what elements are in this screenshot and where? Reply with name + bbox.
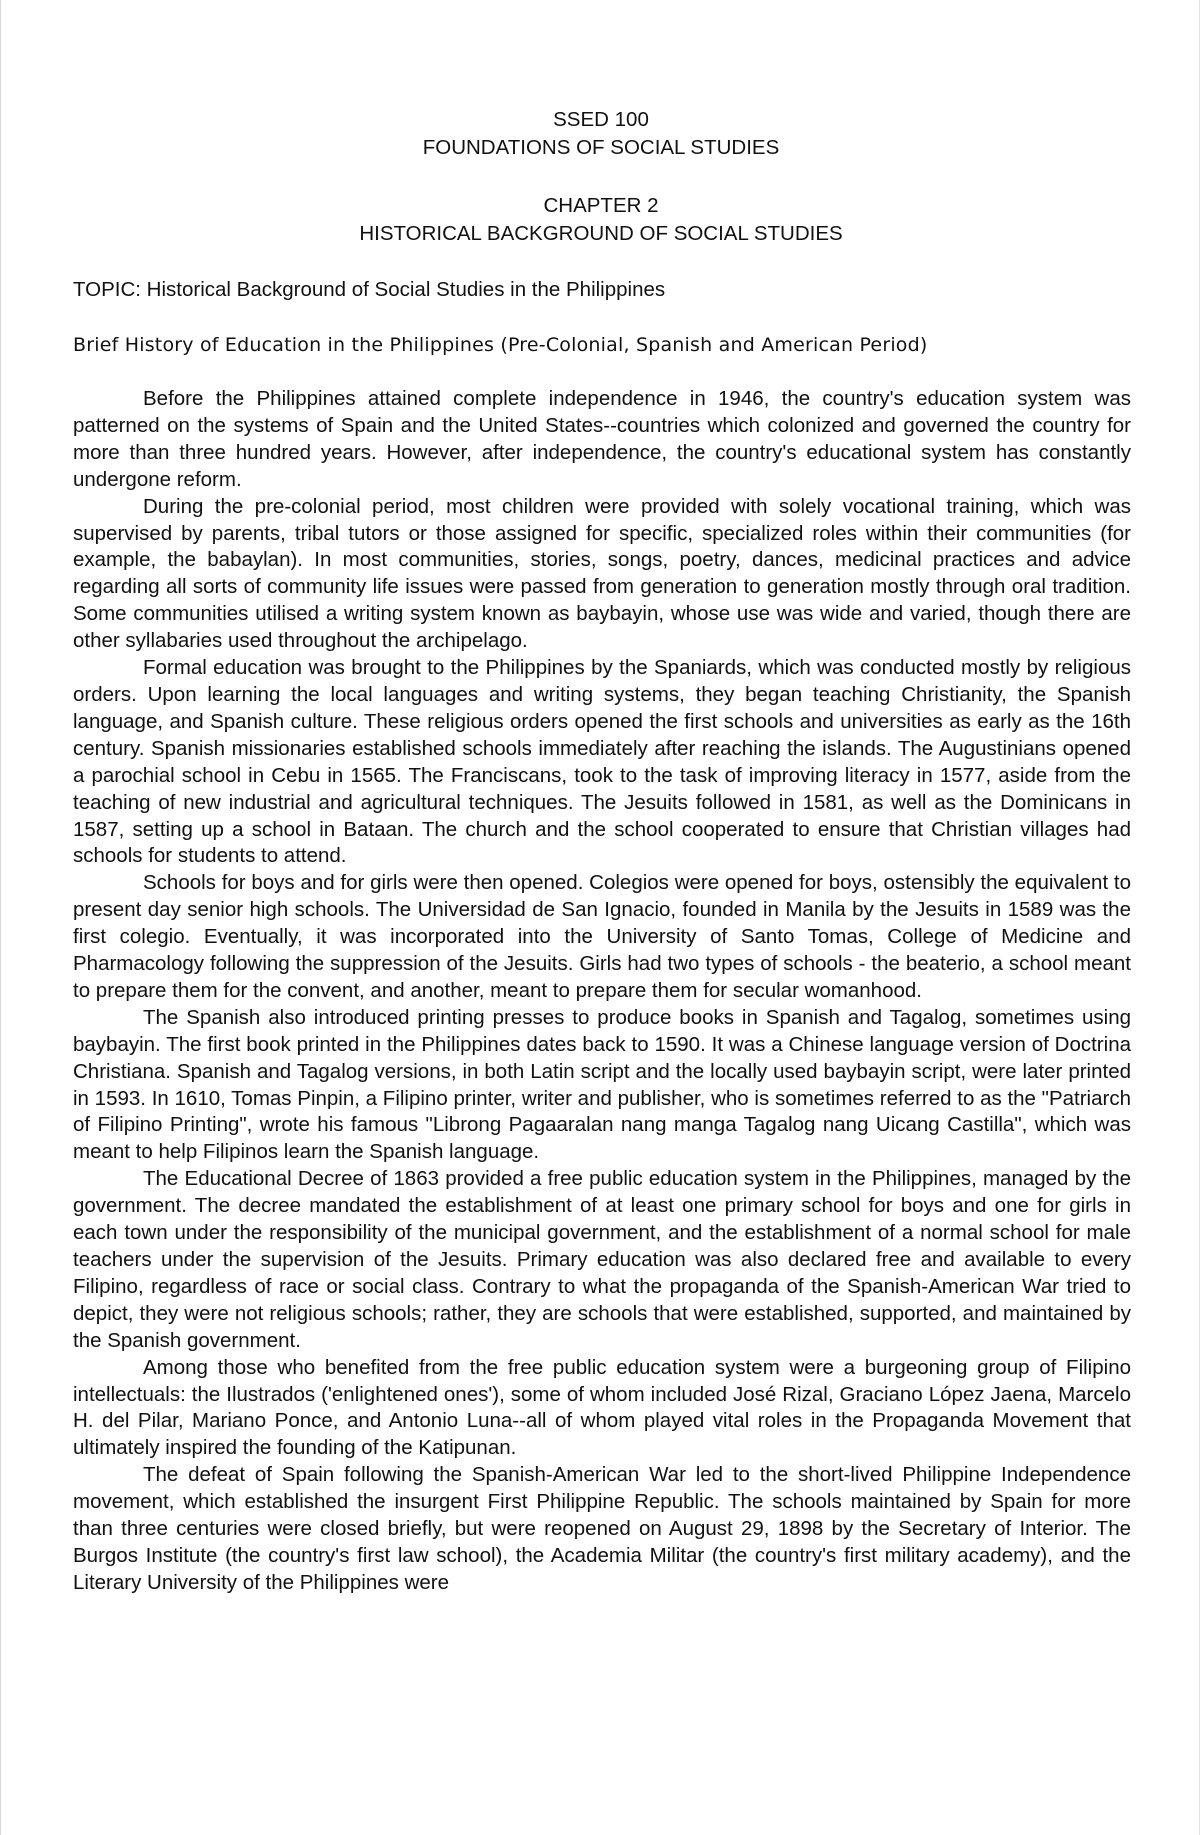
course-header bbox=[1, 106, 1200, 162]
paragraph-ilustrados: Among those who benefited from the free public education system were a burgeoning group of Filipino intellectuals: the Ilustrados ('enlightened ones'), some of whom included José Rizal, Graciano López Jaena, Marcelo H. del Pilar, Mariano Ponce, and Antonio Luna--all of whom played vital roles in the Propaganda Movement that ultimately inspired the founding of the Katipunan. bbox=[73, 1355, 1131, 1460]
paragraph-schools-boys-girls: Schools for boys and for girls were then opened. Colegios were opened for boys, ostensibly the equivalent to present day senior high schools. The Universidad de San Ignacio, founded in Manila by the Jesuits in 1589 was the first colegio. Eventually, it was incorporated into the University of Santo Tomas, College of Medicine and Pharmacology following the suppression of the Jesuits. Girls had two types of schools - the beaterio, a school meant to prepare them for the convent, and another, meant to prepare them for secular womanhood. bbox=[73, 871, 1131, 1002]
paragraph-defeat-of-spain: The defeat of Spain following the Spanish-American War led to the short-lived Philippine Independence movement, which established the insurgent First Philippine Republic. The schools maintained by Spain for more than three centuries were closed briefly, but were reopened on August 29, 1898 by the Secretary of Interior. The Burgos Institute (the country's first law school), the Academia Militar (the country's first military academy), and the Literary University of the Philippines were bbox=[73, 1463, 1131, 1594]
paragraph-pre-colonial: During the pre-colonial period, most children were provided with solely vocational training, which was supervised by parents, tribal tutors or those assigned for specific, specialized roles within their communities (for example, the babaylan). In most communities, stories, songs, poetry, dances, medicinal practices and advice regarding all sorts of community life issues were passed from generation to generation mostly through oral tradition. Some communities utilised a writing system known as baybayin, whose use was wide and varied, though there are other syllabaries used throughout the archipelago. bbox=[73, 494, 1131, 653]
body-text bbox=[73, 386, 1131, 1597]
paragraph-printing-presses: The Spanish also introduced printing presses to produce books in Spanish and Tagalog, sometimes using baybayin. The first book printed in the Philippines dates back to 1590. It was a Chinese language version of Doctrina Christiana. Spanish and Tagalog versions, in both Latin script and the locally used baybayin script, were later printed in 1593. In 1610, Tomas Pinpin, a Filipino printer, writer and publisher, who is sometimes referred to as the "Patriarch of Filipino Printing", wrote his famous "Librong Pagaaralan nang manga Tagalog nang Uicang Castilla", which was meant to help Filipinos learn the Spanish language. bbox=[73, 1005, 1131, 1164]
chapter-number: CHAPTER 2 bbox=[543, 194, 659, 217]
course-title: FOUNDATIONS OF SOCIAL STUDIES bbox=[422, 136, 780, 159]
paragraph-formal-education: Formal education was brought to the Philippines by the Spaniards, which was conducted mostly by religious orders. Upon learning the local languages and writing systems, they began teaching Christianity, the Spanish language, and Spanish culture. These religious orders opened the first schools and universities as early as the 16th century. Spanish missionaries established schools immediately after reaching the islands. The Augustinians opened a parochial school in Cebu in 1565. The Franciscans, took to the task of improving literacy in 1577, aside from the teaching of new industrial and agricultural techniques. The Jesuits followed in 1581, as well as the Dominicans in 1587, setting up a school in Bataan. The church and the school cooperated to ensure that Christian villages had schools for students to attend. bbox=[73, 656, 1131, 868]
paragraph-educational-decree: The Educational Decree of 1863 provided a free public education system in the Philippines, managed by the government. The decree mandated the establishment of at least one primary school for boys and one for girls in each town under the responsibility of the municipal government, and the establishment of a normal school for male teachers under the supervision of the Jesuits. Primary education was also declared free and available to every Filipino, regardless of race or social class. Contrary to what the propaganda of the Spanish-American War tried to depict, they were not religious schools; rather, they are schools that were established, supported, and maintained by the Spanish government. bbox=[73, 1167, 1131, 1352]
chapter-title: HISTORICAL BACKGROUND OF SOCIAL STUDIES bbox=[359, 222, 843, 245]
chapter-header bbox=[1, 192, 1200, 248]
section-subtitle: Brief History of Education in the Philippines (Pre-Colonial, Spanish and American Period) bbox=[73, 334, 928, 356]
course-code: SSED 100 bbox=[553, 108, 649, 131]
paragraph-independence: Before the Philippines attained complete independence in 1946, the country's education system was patterned on the systems of Spain and the United States--countries which colonized and governed the country for more than three hundred years. However, after independence, the country's educational system has constantly undergone reform. bbox=[73, 387, 1131, 491]
topic-heading: TOPIC: Historical Background of Social Studies in the Philippines bbox=[73, 278, 666, 301]
